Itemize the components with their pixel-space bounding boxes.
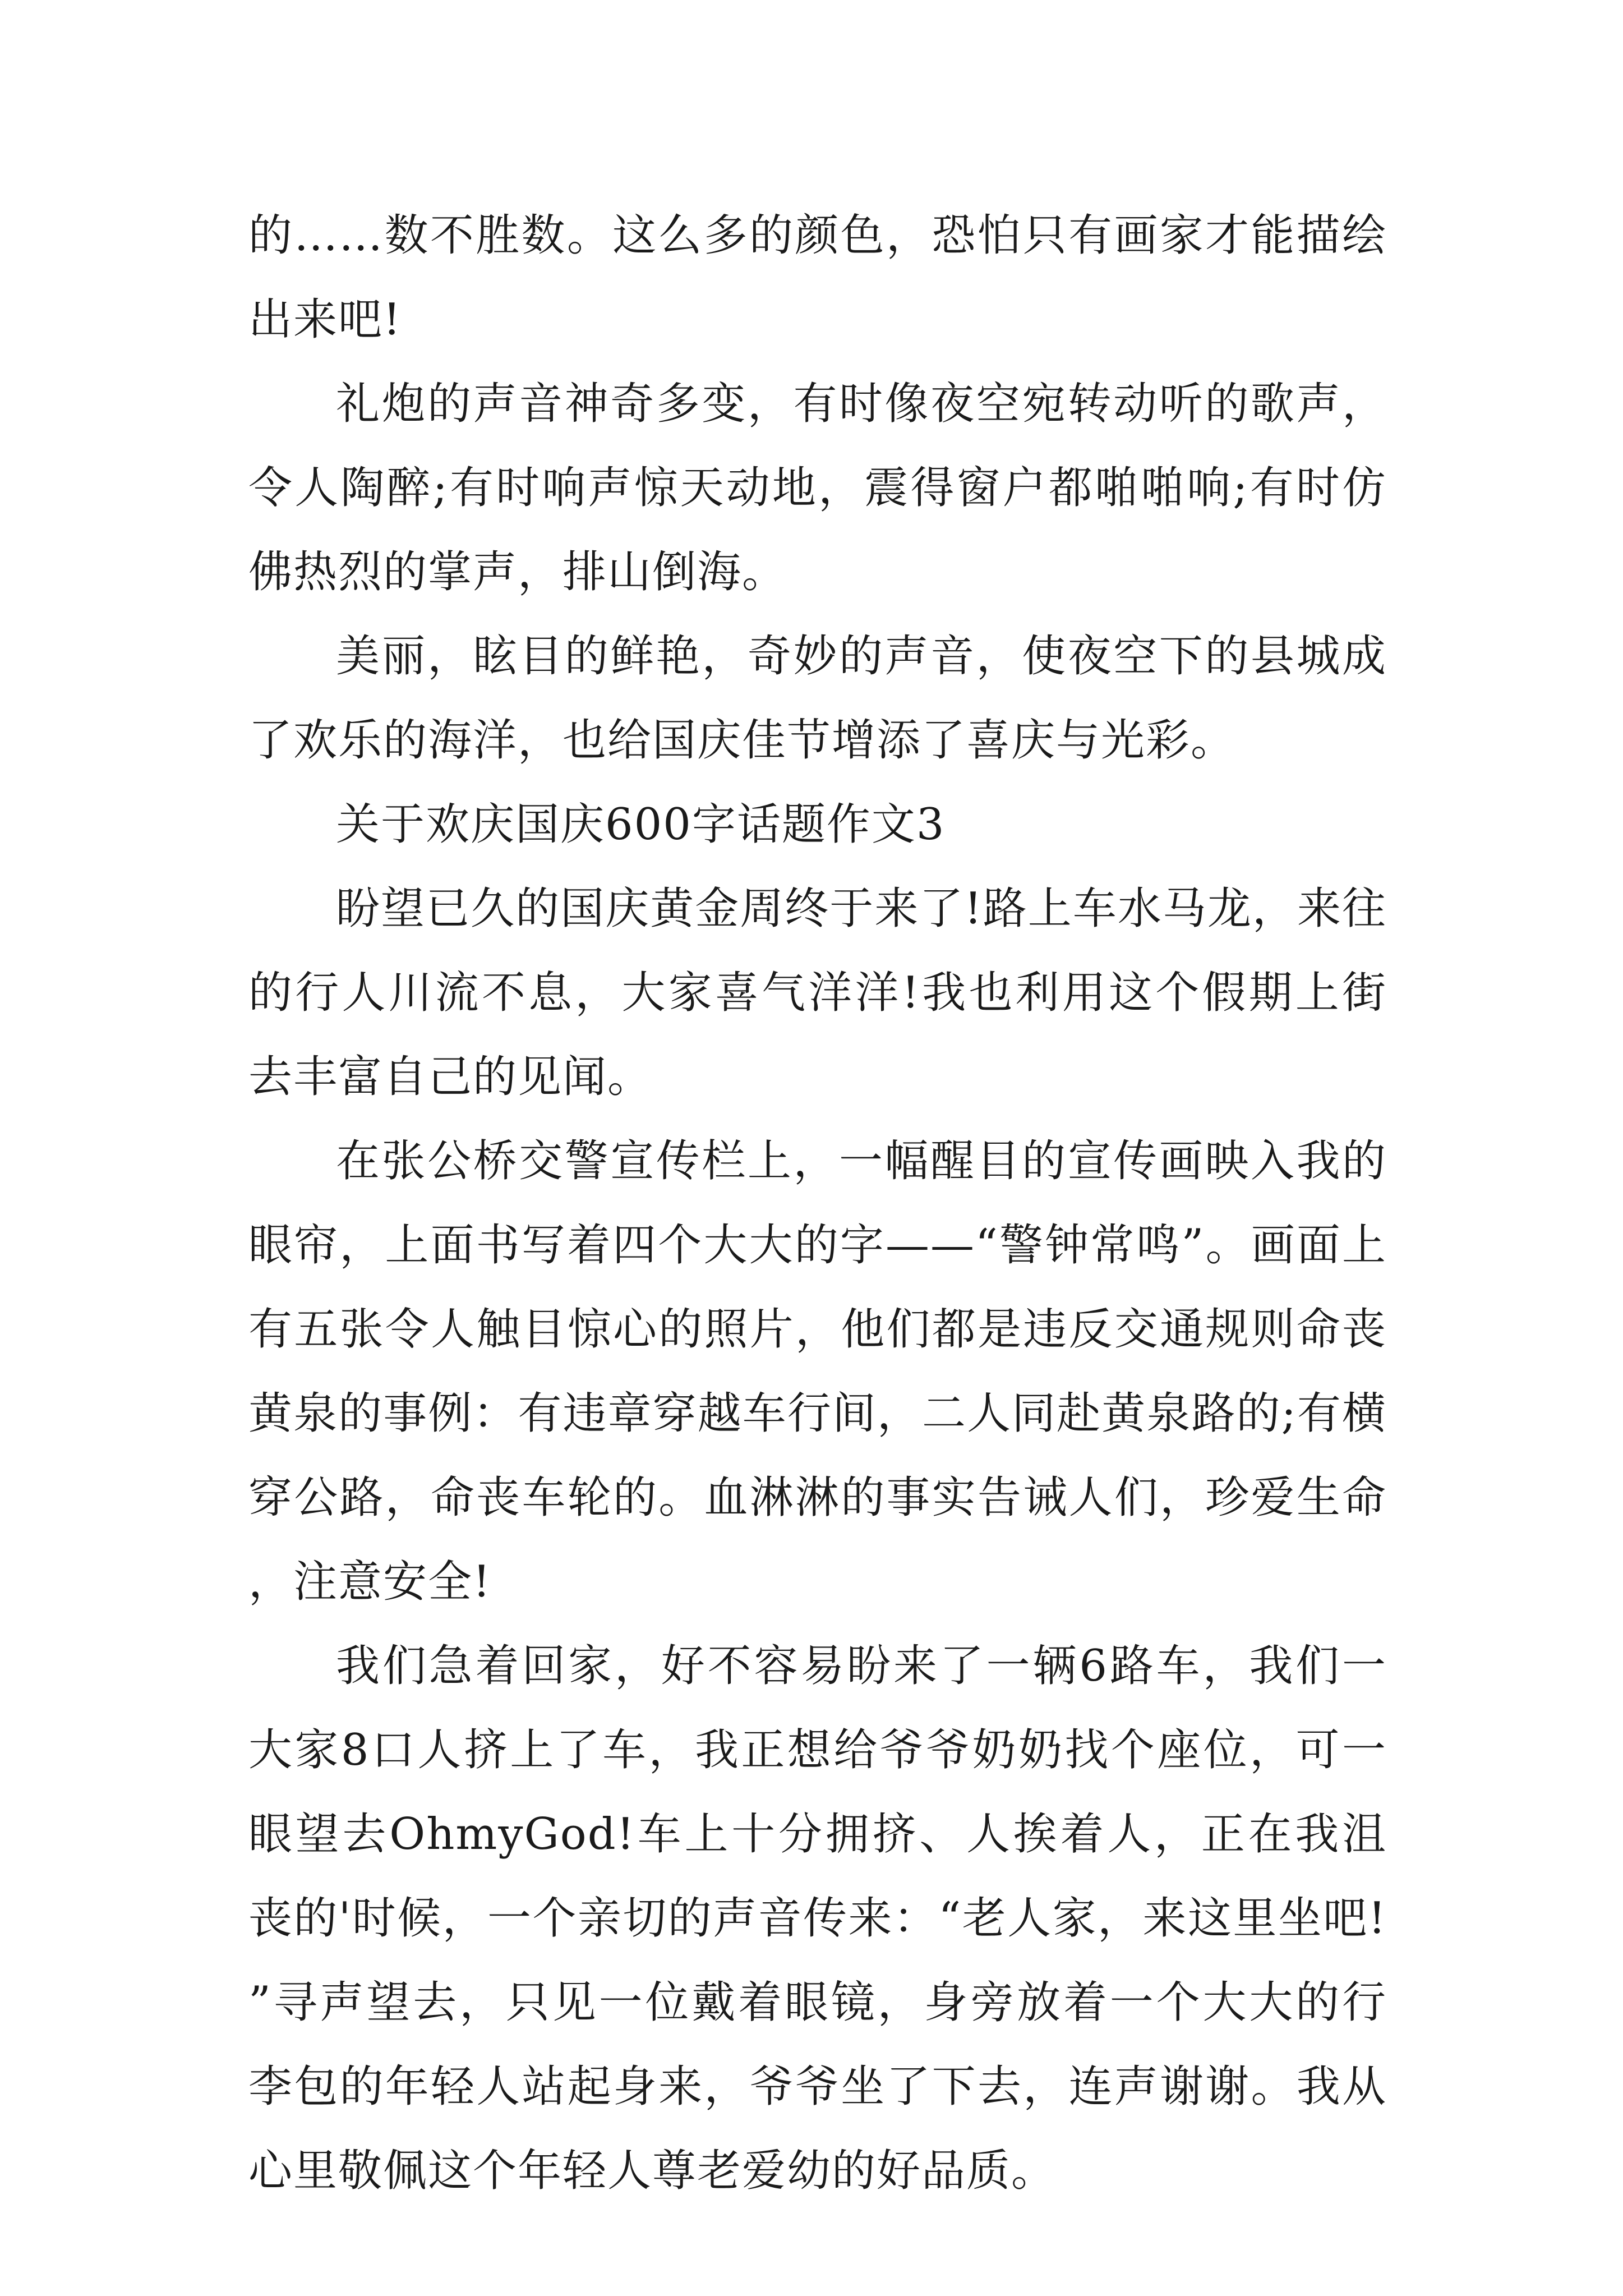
essay-heading: 关于欢庆国庆600字话题作文3 <box>336 799 946 850</box>
paragraph-golden-week: 盼望已久的国庆黄金周终于来了!路上车水马龙，来往的行人川流不息，大家喜气洋洋!我也利用这个假期上街去丰富自己的见闻。 <box>248 884 1387 1102</box>
paragraph-bus-ride: 我们急着回家，好不容易盼来了一辆6路车，我们一大家8口人挤上了车，我正想给爷爷奶奶找个座位，可一眼望去OhmyGod!车上十分拥挤、人挨着人，正在我沮丧的'时候，一个亲切的声音传来：“老人家，来这里坐吧!”寻声望去，只见一位戴着眼镜，身旁放着一个大大的行李包的年轻人站起身来，爷爷坐了下去，连声谢谢。我从心里敬佩这个年轻人尊老爱幼的好品质。 <box>248 1641 1387 2196</box>
document-body <box>248 194 1387 2213</box>
paragraph-traffic-poster: 在张公桥交警宣传栏上，一幅醒目的宣传画映入我的眼帘，上面书写着四个大大的字——“警钟常鸣”。画面上有五张令人触目惊心的照片，他们都是违反交通规则命丧黄泉的事例：有违章穿越车行间，二人同赴黄泉路的;有横穿公路，命丧车轮的。血淋淋的事实告诫人们，珍爱生命，注意安全! <box>248 1136 1387 1607</box>
paragraph-continuation: 的……数不胜数。这么多的颜色，恐怕只有画家才能描绘出来吧! <box>248 210 1387 345</box>
paragraph-fireworks-summary: 美丽，眩目的鲜艳，奇妙的声音，使夜空下的县城成了欢乐的海洋，也给国庆佳节增添了喜庆与光彩。 <box>248 631 1387 766</box>
paragraph-fireworks-sound: 礼炮的声音神奇多变，有时像夜空宛转动听的歌声，令人陶醉;有时响声惊天动地，震得窗户都啪啪响;有时仿佛热烈的掌声，排山倒海。 <box>248 379 1387 597</box>
